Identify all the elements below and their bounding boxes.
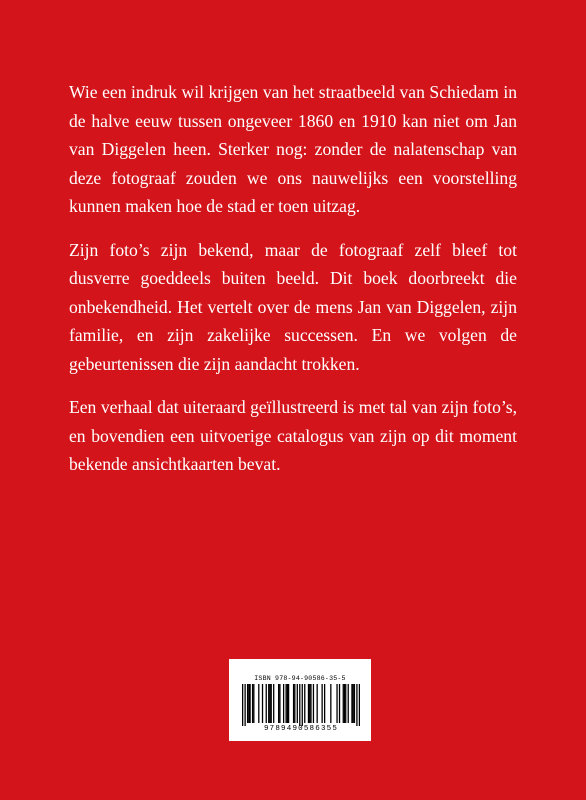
barcode-bar [262,684,263,723]
barcode-bar [271,684,272,723]
barcode-bar [258,684,259,723]
barcode-bar [299,684,300,726]
barcode-bar [345,684,346,723]
barcode-bar [247,684,248,723]
barcode-bar [348,684,349,723]
barcode-bar [294,684,295,723]
barcode-bar [304,684,305,723]
blurb-paragraph-2: Zijn foto’s zijn bekend, maar de fotograaf zelf bleef tot dusverre goeddeels buiten beeld. Dit boek doorbreekt die onbekendheid. Het vertelt over de mens Jan van Diggelen, zijn familie, en zijn zakelijke successen. En we volgen de gebeurtenissen die zijn aandacht trokken. [69,239,517,374]
isbn-barcode-box [229,659,371,741]
cover-blurb [69,78,517,494]
blurb-paragraph-1: Wie een indruk wil krijgen van het straatbeeld van Schiedam in de halve eeuw tussen ongeveer 1860 en 1910 kan niet om Jan van Diggelen heen. Sterker nog: zonder de nalatenschap van deze fotograaf zouden we ons nauwelijks een voorstelling kunnen maken hoe de stad er toen uitzag. [69,82,517,216]
barcode-bar [354,684,355,723]
barcode-bar [343,684,344,723]
barcode-bar [283,684,284,723]
barcode-bar [266,684,267,723]
barcode-bar [339,684,340,723]
barcode-bar [336,684,337,723]
barcode-bar [308,684,309,723]
barcode-bar [285,684,286,723]
barcode-bar [273,684,274,723]
barcode-digits: 9789490586355 [263,725,339,733]
barcode-bar [313,684,314,723]
barcode-bar [279,684,280,723]
barcode-bar [293,684,294,723]
barcode-bar [248,684,249,723]
barcode-bar [242,684,243,726]
barcode-bar [324,684,325,723]
barcode-bar [356,684,357,726]
barcode-bar [278,684,279,723]
barcode-bar [310,684,311,723]
barcode-bar [317,684,318,723]
barcode-bar [287,684,288,723]
isbn-label: ISBN 978-94-90586-35-5 [254,675,346,682]
barcode-bar [330,684,331,723]
barcode-bar [309,684,310,723]
barcode-bar [253,684,254,723]
barcode-bar [344,684,345,723]
blurb-paragraph-3: Een verhaal dat uiteraard geïllustreerd is met tal van zijn foto’s, en bovendien een uitvoerige catalogus van zijn op dit moment bekende ansichtkaarten bevat. [69,397,517,474]
barcode-bar [249,684,250,723]
barcode-bar [351,684,352,723]
barcode-bar [288,684,289,723]
barcode-bar [252,684,253,723]
barcode-bar [244,684,245,726]
barcode-bar [359,684,360,726]
barcode-bar [269,684,270,723]
barcode-bar [297,684,298,723]
barcode-bar [321,684,322,723]
barcode-bar [353,684,354,723]
barcode-bar [268,684,269,723]
barcode-bar [302,684,303,726]
barcode-graphic [242,684,360,726]
